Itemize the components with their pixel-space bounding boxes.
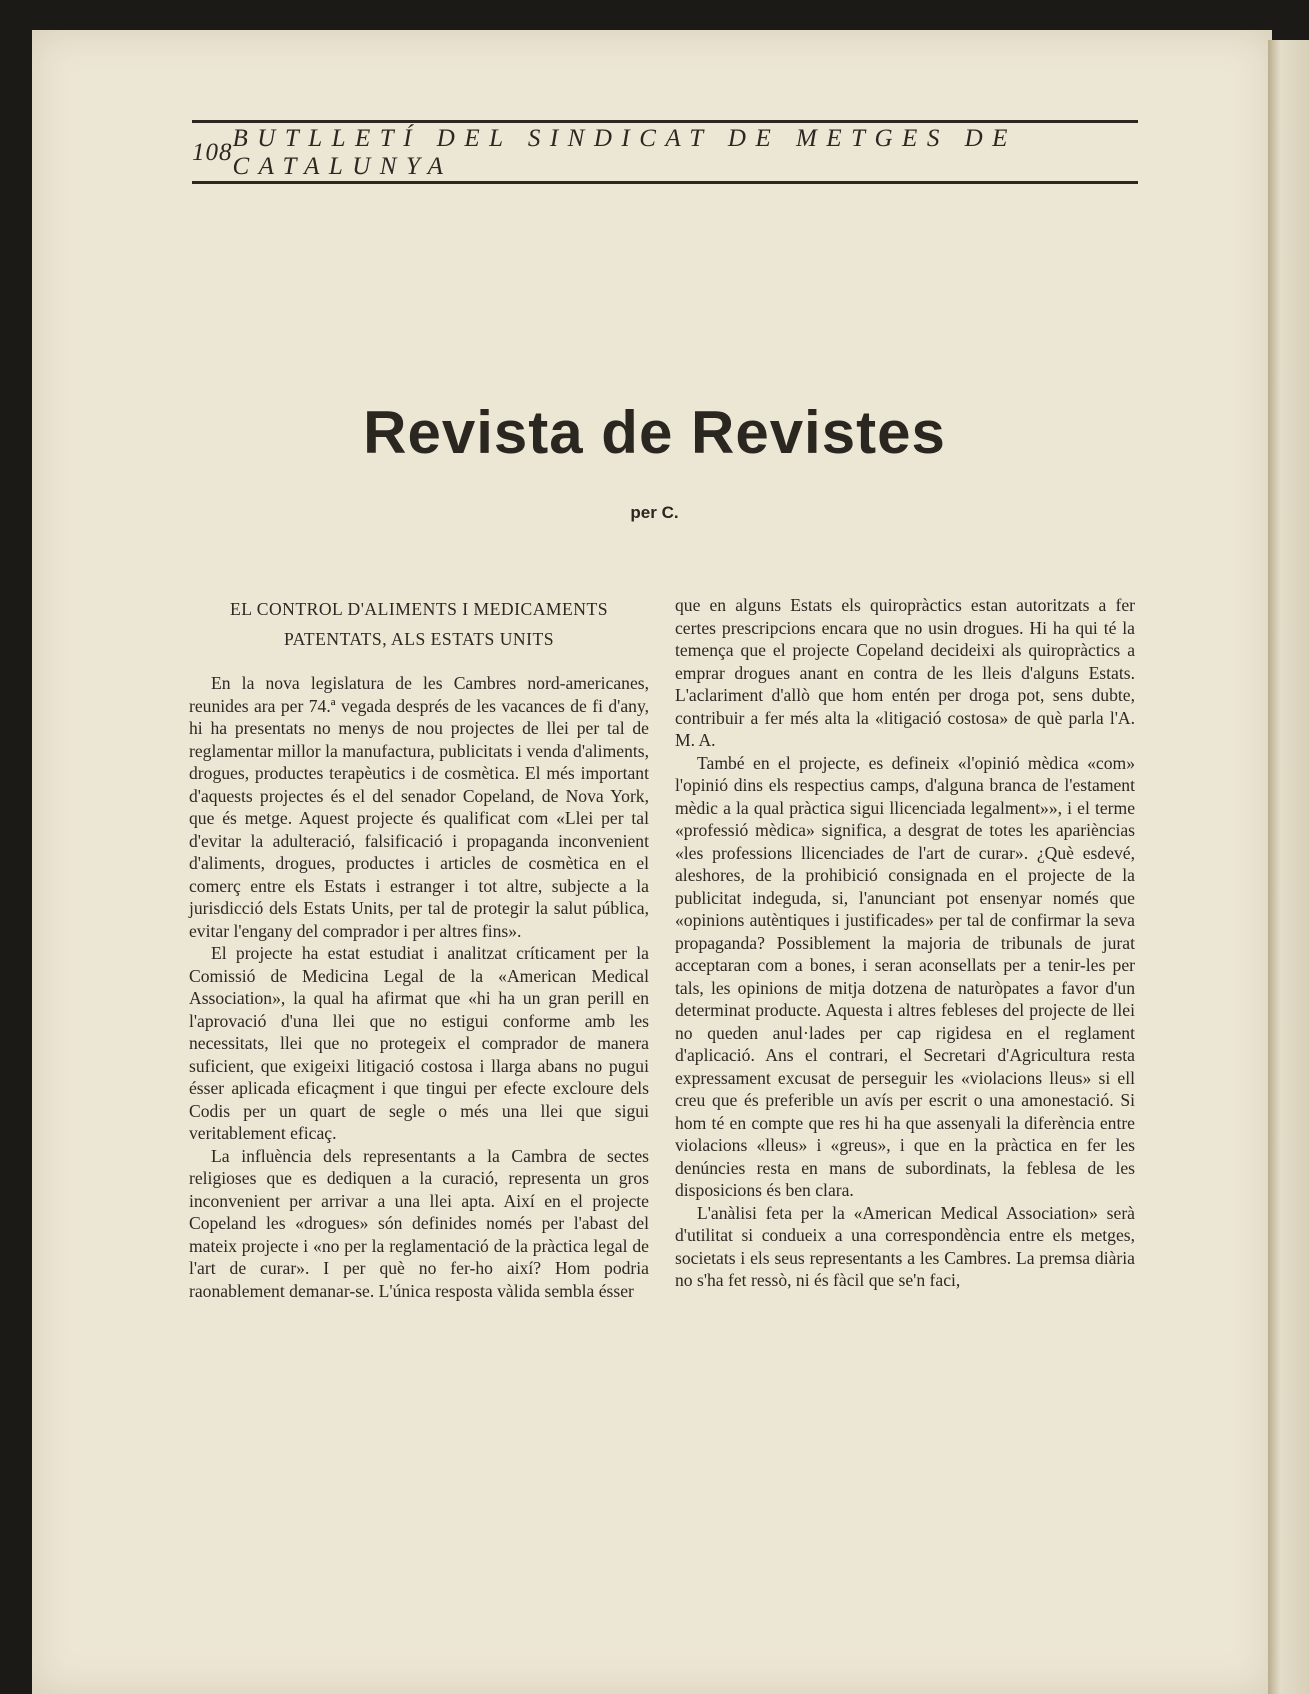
article-byline: per C. bbox=[630, 503, 679, 522]
left-paragraph-3: La influència dels representants a la Cambra de sectes religioses que es dediquen a la curació, representa un gros inconvenient per arrivar a una llei apta. Així en el projecte Copeland les «drogues» són definides només per l'abast del mateix projecte i «no per la reglamentació de la pràctica legal de l'art de curar». I per què no fer-ho així? Hom podria raonablement demanar-se. L'única resposta vàlida sembla ésser bbox=[189, 1145, 649, 1301]
header-bottom-rule bbox=[192, 181, 1138, 184]
left-paragraph-2: El projecte ha estat estudiat i analitzat críticament per la Comissió de Medicina Legal de la «American Medical Association», la qual ha afirmat que «hi ha un gran perill en l'aprovació d'una llei que no estigui conforme amb les necessitats, llei que no protegeix el comprador de manera suficient, que exigeixi litigació costosa i llarga abans no pugui ésser aplicada eficaçment i que tingui per efecte excloure dels Codis per un quart de segle o més una llei que sigui veritablement eficaç. bbox=[189, 943, 649, 1143]
left-paragraph-1: En la nova legislatura de les Cambres nord-americanes, reunides ara per 74.ª vegada després de les vacances de fi d'any, hi ha presentats no menys de nou projectes de llei per tal de reglamentar millor la manufactura, publicitats i venda d'aliments, drogues, productes terapèutics i de cosmètica. El més important d'aquests projectes és el del senador Copeland, de Nova York, que és metge. Aquest projecte és qualificat com «Llei per tal d'evitar la adulteració, falsificació i propaganda inconvenient d'aliments, drogues, productes i articles de cosmètica en el comerç entre els Estats i estranger i tot altre, subjecte a la jurisdicció dels Estats Units, per tal de protegir la salut pública, evitar l'engany del comprador i per altres fins». bbox=[189, 673, 649, 941]
section-title-line-2: PATENTATS, ALS ESTATS UNITS bbox=[283, 629, 555, 649]
article-title: Revista de Revistes bbox=[363, 399, 946, 466]
right-column bbox=[675, 594, 1135, 1292]
left-column bbox=[189, 594, 649, 1302]
journal-title: BUTLLETÍ DEL SINDICAT DE METGES DE CATALUNYA bbox=[232, 125, 1017, 180]
right-paragraph-2: També en el projecte, es defineix «l'opinió mèdica «com» l'opinió dins els respectius camps, d'alguna branca de l'estament mèdic a la qual pràctica sigui llicenciada legalment»», i el terme «professió mèdica» significa, a desgrat de totes les aparièncias «les professions llicenciades de l'art de curar». ¿Què esdevé, aleshores, de la prohibició consignada en el projecte de la publicitat indeguda, si, l'anunciant pot ensenyar només que «opinions autèntiques i justificades» per tal de confirmar la seva propaganda? Possiblement la majoria de tribunals de jurat acceptaran com a bones, i seran aconsellats per a tenir-les per tals, les opinions de mitja dotzena de naturòpates a favor d'un determinat producte. Aquesta i altres febleses del projecte de llei no queden anul·lades per cap rigidesa en el reglament d'aplicació. Ans el contrari, el Secretari d'Agricultura resta expressament excusat de perseguir les «violacions lleus» si ell creu que és preferible un avís per escrit o una amonestació. Si hom té en compte que res hi ha que assenyali la diferència entre violacions «lleus» i «greus», i que en la pràctica en fer les denúncies resta en mans de subordinats, la feblesa de les disposicions és ben clara. bbox=[675, 752, 1135, 1200]
page-number: 108 bbox=[192, 139, 233, 166]
section-title bbox=[189, 594, 649, 654]
right-paragraph-3: L'anàlisi feta per la «American Medical Association» serà d'utilitat si condueix a una correspondència entre els metges, societats i els seus representants a les Cambres. La premsa diària no s'ha fet ressò, ni és fàcil que se'n faci, bbox=[675, 1202, 1135, 1290]
section-title-line-1: EL CONTROL D'ALIMENTS I MEDICAMENTS bbox=[229, 599, 609, 619]
header-top-rule bbox=[192, 120, 1138, 123]
page-edge bbox=[1268, 40, 1309, 1694]
running-header bbox=[192, 125, 1138, 180]
right-paragraph-1: que en alguns Estats els quiropràctics estan autoritzats a fer certes prescripcions encara que no usin drogues. Hi ha qui té la temença que el projecte Copeland decideixi als quiropràctics a emprar drogues anant en contra de les lleis d'alguns Estats. L'aclariment d'allò que hom entén per droga pot, sens dubte, contribuir a fer més alta la «litigació costosa» de què parla l'A. M. A. bbox=[675, 595, 1135, 750]
